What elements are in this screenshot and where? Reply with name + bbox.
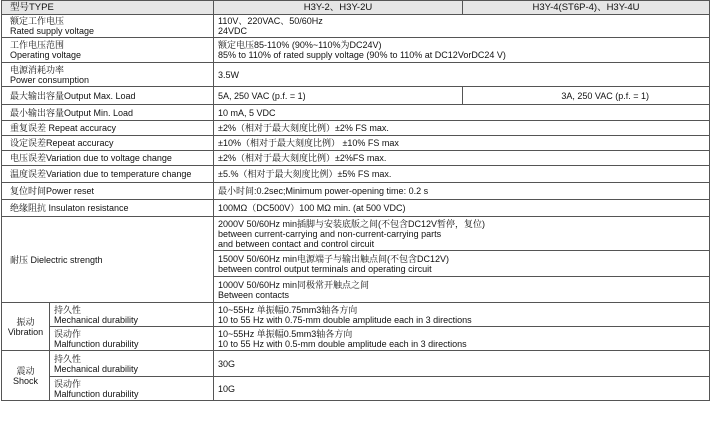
table-row [2,303,710,327]
repeat-accuracy-label: 重复误差 Repeat accuracy [2,121,214,136]
table-row [2,136,710,151]
dielectric-label: 耐压 Dielectric strength [2,217,214,303]
power-label: 电源消耗功率 Power consumption [2,63,214,87]
shock-malf-label: 误动作 Malfunction durability [50,377,214,401]
dielectric-value-2: 1500V 50/60Hz min电源端子与输出触点间(不包含DC12V) between control output terminals and operating circuit [214,251,710,277]
power-value: 3.5W [214,63,710,87]
insulation-value: 100MΩ（DC500V）100 MΩ min. (at 500 VDC) [214,200,710,217]
voltage-variation-label: 电压误差Variation due to voltage change [2,151,214,166]
table-row [2,63,710,87]
table-row [2,121,710,136]
shock-mech-label: 持久性 Mechanical durability [50,351,214,377]
rated-voltage-label: 额定工作电压 Rated supply voltage [2,15,214,38]
max-load-value-b: 3A, 250 VAC (p.f. = 1) [463,87,710,105]
setting-accuracy-value: ±10%（相对于最大刻度比例） ±10% FS max [214,136,710,151]
type-header: 型号TYPE [2,1,214,15]
repeat-accuracy-value: ±2%（相对于最大刻度比例）±2% FS max. [214,121,710,136]
rated-voltage-value: 110V、220VAC、50/60Hz 24VDC [214,15,710,38]
min-load-value: 10 mA, 5 VDC [214,105,710,121]
vibration-malf-value: 10~55Hz 单振幅0.5mm3轴各方向 10 to 55 Hz with 0.5-mm double amplitude each in 3 directions [214,327,710,351]
insulation-label: 绝缘阻抗 Insulaton resistance [2,200,214,217]
shock-mech-value: 30G [214,351,710,377]
table-row [2,166,710,183]
table-row [2,183,710,200]
min-load-label: 最小输出容量Output Min. Load [2,105,214,121]
max-load-value-a: 5A, 250 VAC (p.f. = 1) [214,87,463,105]
vibration-group: 振动 Vibration [2,303,50,351]
dielectric-value-3: 1000V 50/60Hz min同极常开触点之间 Between contacts [214,277,710,303]
voltage-variation-value: ±2%（相对于最大刻度比例）±2%FS max. [214,151,710,166]
model-a-header: H3Y-2、H3Y-2U [214,1,463,15]
table-row [2,377,710,401]
table-row [2,217,710,251]
power-reset-label: 复位时间Power reset [2,183,214,200]
operating-voltage-value: 额定电压85-110% (90%~110%为DC24V) 85% to 110% of rated supply voltage (90% to 110% at DC12VorDC24 V) [214,38,710,63]
table-row [2,327,710,351]
temp-variation-label: 温度误差Variation due to temperature change [2,166,214,183]
table-row [2,105,710,121]
table-row [2,351,710,377]
spec-table [1,0,710,401]
temp-variation-value: ±5.%（相对于最大刻度比例）±5% FS max. [214,166,710,183]
setting-accuracy-label: 设定误差Repeat accuracy [2,136,214,151]
table-row [2,151,710,166]
operating-voltage-label: 工作电压范围 Operating voltage [2,38,214,63]
vibration-mech-label: 持久性 Mechanical durability [50,303,214,327]
power-reset-value: 最小时间:0.2sec;Minimum power-opening time: 0.2 s [214,183,710,200]
table-row [2,38,710,63]
table-row [2,200,710,217]
vibration-malf-label: 误动作 Malfunction durability [50,327,214,351]
table-row [2,87,710,105]
dielectric-value-1: 2000V 50/60Hz min插脚与安装底版之间(不包含DC12V暂停，复位) between current-carrying and non-current-carrying parts and between contact and control circuit [214,217,710,251]
shock-group: 震动 Shock [2,351,50,401]
model-b-header: H3Y-4(ST6P-4)、H3Y-4U [463,1,710,15]
vibration-mech-value: 10~55Hz 单振幅0.75mm3轴各方向 10 to 55 Hz with 0.75-mm double amplitude each in 3 directions [214,303,710,327]
table-row [2,15,710,38]
shock-malf-value: 10G [214,377,710,401]
header-row [2,1,710,15]
max-load-label: 最大输出容量Output Max. Load [2,87,214,105]
